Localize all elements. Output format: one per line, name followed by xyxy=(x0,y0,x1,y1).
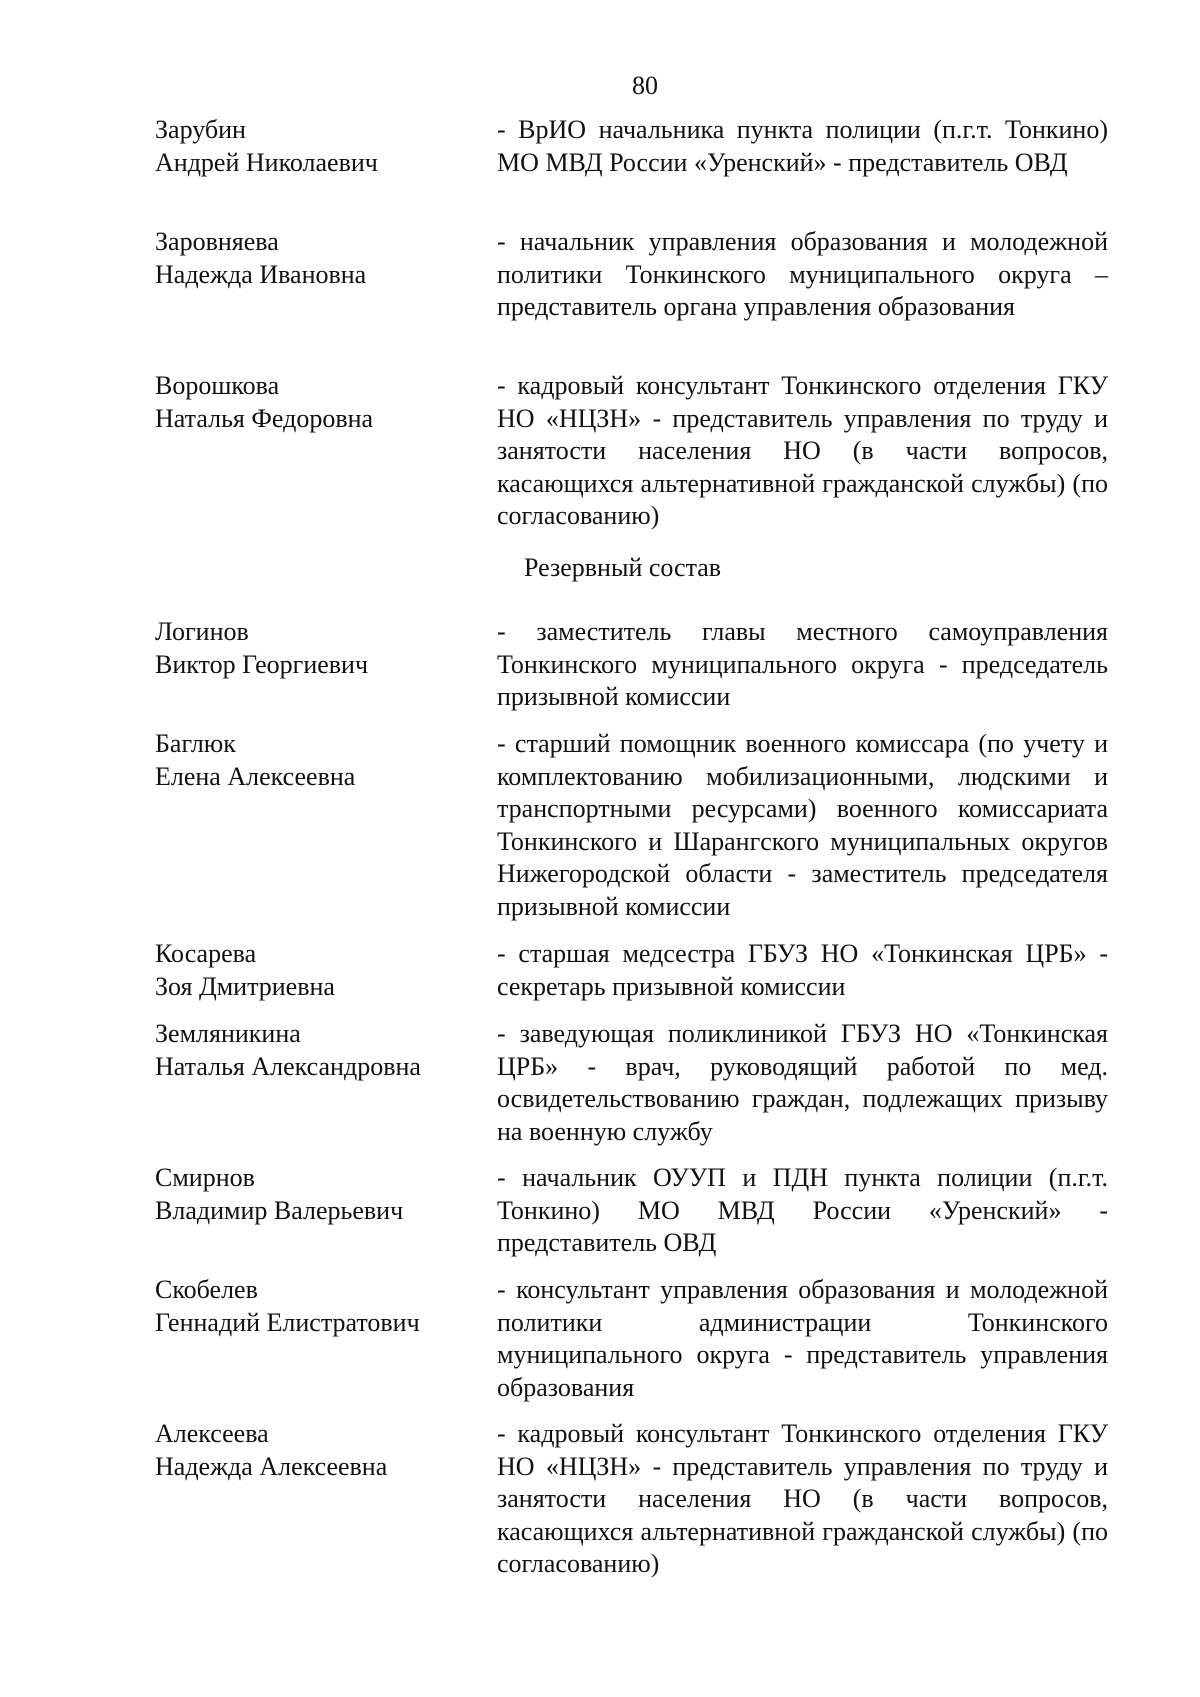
member-name xyxy=(155,114,475,179)
member-role: - начальник управления образования и молодежной политики Тонкинского муниципального округа – представитель органа управления образования xyxy=(497,227,1108,321)
member-surname: Алексеева xyxy=(155,1419,269,1448)
member-name xyxy=(155,1162,475,1227)
member-name xyxy=(155,1018,475,1083)
member-surname: Заровняева xyxy=(155,227,279,256)
member-surname: Скобелев xyxy=(155,1275,258,1304)
member-given-name: Виктор Георгиевич xyxy=(155,649,369,679)
member-role: - старший помощник военного комиссара (по учету и комплектованию мобилизационными, людскими и транспортными ресурсами) военного комиссариата Тонкинского и Шарангского муниципальных округов Нижегородской области - заместитель председателя призывной комиссии xyxy=(497,729,1108,921)
member-role: - консультант управления образования и молодежной политики администрации Тонкинского муниципального округа - представитель управления образования xyxy=(497,1275,1108,1402)
member-name xyxy=(155,728,475,793)
member-name xyxy=(155,1418,475,1483)
member-given-name: Геннадий Елистратович xyxy=(155,1307,420,1337)
member-surname: Смирнов xyxy=(155,1163,255,1192)
member-surname: Зарубин xyxy=(155,115,246,144)
member-given-name: Владимир Валерьевич xyxy=(155,1195,404,1225)
member-given-name: Зоя Дмитриевна xyxy=(155,971,335,1001)
member-given-name: Наталья Александровна xyxy=(155,1051,421,1081)
member-name xyxy=(155,226,475,291)
member-given-name: Елена Алексеевна xyxy=(155,761,356,791)
member-surname: Земляникина xyxy=(155,1019,301,1048)
member-surname: Ворошкова xyxy=(155,371,280,400)
member-name xyxy=(155,616,475,681)
member-role: - заместитель главы местного самоуправления Тонкинского муниципального округа - председатель призывной комиссии xyxy=(497,617,1108,711)
member-surname: Баглюк xyxy=(155,729,236,758)
page-number: 80 xyxy=(632,71,658,100)
member-given-name: Наталья Федоровна xyxy=(155,403,374,433)
member-given-name: Надежда Ивановна xyxy=(155,259,367,289)
member-role: - кадровый консультант Тонкинского отделения ГКУ НО «НЦЗН» - представитель управления по труду и занятости населения НО (в части вопросов, касающихся альтернативной гражданской службы) (по согласованию) xyxy=(497,1419,1108,1578)
member-surname: Логинов xyxy=(155,617,249,646)
member-role: - ВрИО начальника пункта полиции (п.г.т. Тонкино) МО МВД России «Уренский» - представитель ОВД xyxy=(497,115,1108,177)
member-role: - старшая медсестра ГБУЗ НО «Тонкинская ЦРБ» - секретарь призывной комиссии xyxy=(497,939,1108,1001)
member-surname: Косарева xyxy=(155,939,257,968)
member-role: - начальник ОУУП и ПДН пункта полиции (п.г.т. Тонкино) МО МВД России «Уренский» - представитель ОВД xyxy=(497,1163,1108,1257)
section-heading-reserve: Резервный состав xyxy=(524,553,722,582)
member-role: - кадровый консультант Тонкинского отделения ГКУ НО «НЦЗН» - представитель управления по труду и занятости населения НО (в части вопросов, касающихся альтернативной гражданской службы) (по согласованию) xyxy=(497,371,1108,530)
member-name xyxy=(155,370,475,435)
member-name xyxy=(155,938,475,1003)
member-role: - заведующая поликлиникой ГБУЗ НО «Тонкинская ЦРБ» - врач, руководящий работой по мед. освидетельствованию граждан, подлежащих призыву на военную службу xyxy=(497,1019,1108,1146)
member-given-name: Андрей Николаевич xyxy=(155,147,378,177)
member-name xyxy=(155,1274,475,1339)
member-given-name: Надежда Алексеевна xyxy=(155,1451,388,1481)
